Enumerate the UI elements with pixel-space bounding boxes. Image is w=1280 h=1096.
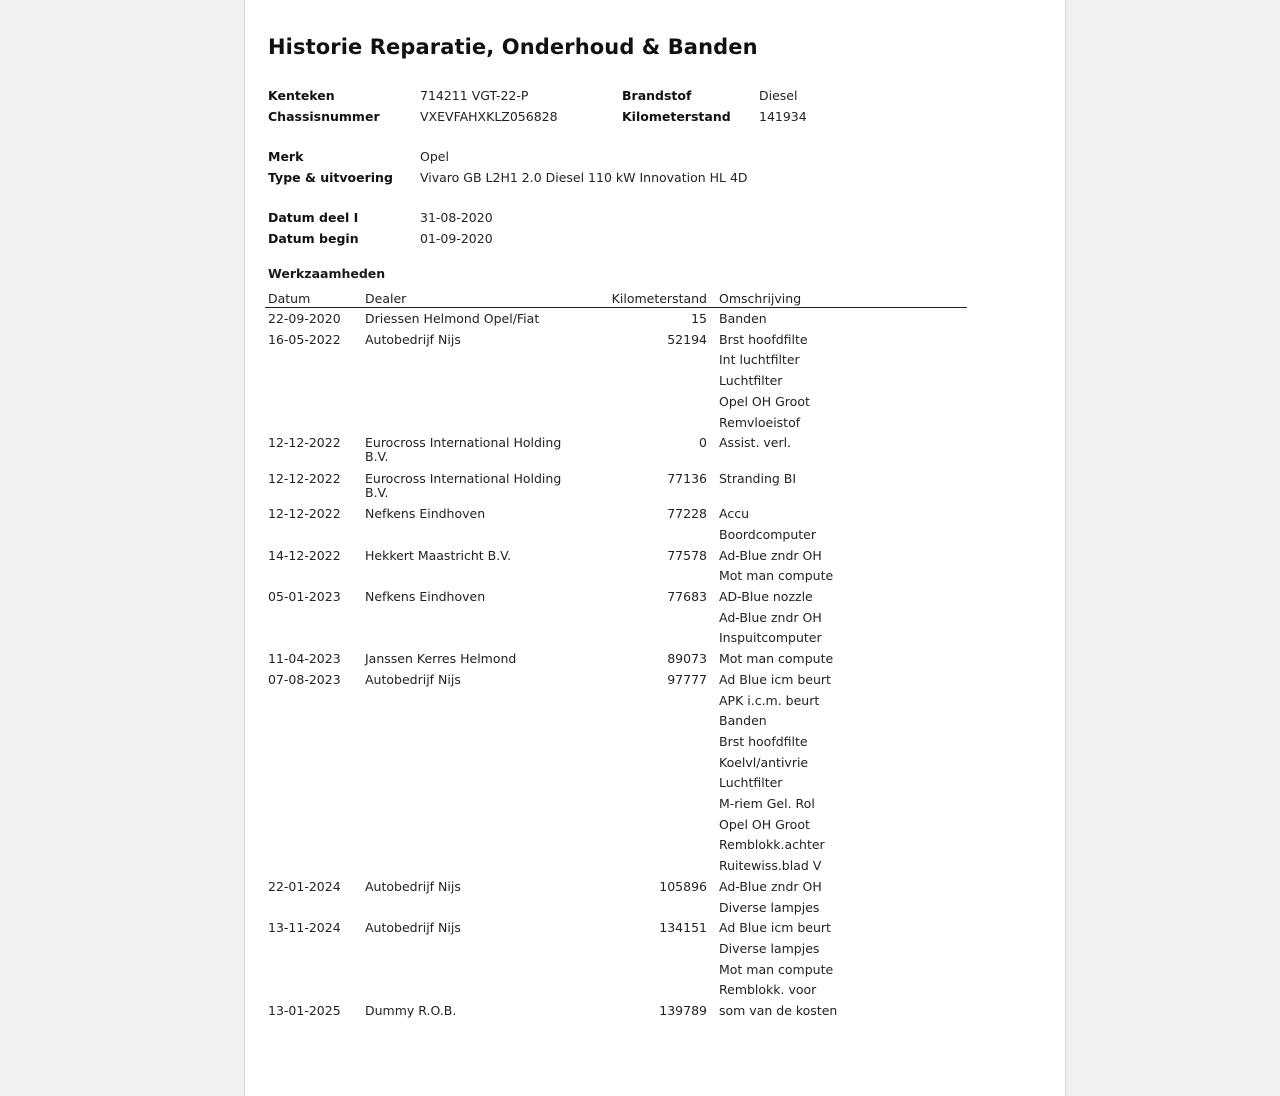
- row-datum: 12-12-2022: [268, 470, 341, 486]
- header-dealer: Dealer: [365, 291, 407, 306]
- row-kilometerstand: 77578: [667, 547, 707, 563]
- row-omschrijving-item: Int luchtfilter: [719, 352, 800, 368]
- row-omschrijving-item: Diverse lampjes: [719, 899, 820, 915]
- type-value: Vivaro GB L2H1 2.0 Diesel 110 kW Innovation HL 4D: [420, 170, 748, 185]
- row-omschrijving-item: Mot man compute: [719, 961, 834, 977]
- row-omschrijving-item: Brst hoofdfilte: [719, 331, 808, 347]
- row-dealer: Janssen Kerres Helmond: [365, 651, 517, 667]
- row-omschrijving-item: Banden: [719, 311, 767, 326]
- row-kilometerstand: 77228: [667, 506, 707, 522]
- row-omschrijving-item: Mot man compute: [719, 651, 834, 667]
- row-datum: 07-08-2023: [268, 671, 341, 687]
- row-dealer: Autobedrijf Nijs: [365, 671, 461, 687]
- row-omschrijving-item: Ad Blue icm beurt: [719, 671, 831, 687]
- row-omschrijving-item: Remblokk. voor: [719, 982, 817, 998]
- werkzaamheden-title: Werkzaamheden: [268, 266, 386, 281]
- type-label: Type & uitvoering: [268, 170, 393, 185]
- row-kilometerstand: 134151: [659, 920, 707, 936]
- row-omschrijving-item: Diverse lampjes: [719, 940, 820, 956]
- row-dealer: Eurocross International Holding B.V.: [365, 435, 562, 465]
- merk-label: Merk: [268, 149, 304, 164]
- row-kilometerstand: 52194: [667, 331, 707, 347]
- row-omschrijving-item: AD-Blue nozzle: [719, 589, 813, 604]
- row-datum: 22-01-2024: [268, 878, 341, 894]
- row-kilometerstand: 77136: [667, 470, 707, 486]
- header-datum: Datum: [268, 291, 311, 306]
- row-omschrijving-item: Ad-Blue zndr OH: [719, 547, 822, 563]
- chassis-label: Chassisnummer: [268, 109, 380, 124]
- datum-begin-label: Datum begin: [268, 231, 359, 246]
- row-dealer: Autobedrijf Nijs: [365, 878, 461, 894]
- row-omschrijving-item: Ruitewiss.blad V: [719, 858, 822, 874]
- header-kilometerstand: Kilometerstand: [611, 291, 707, 306]
- row-datum: 16-05-2022: [268, 331, 341, 347]
- datum-deel-label: Datum deel I: [268, 210, 359, 225]
- row-omschrijving-item: Opel OH Groot: [719, 393, 810, 409]
- datum-begin-value: 01-09-2020: [420, 231, 493, 246]
- row-omschrijving-item: Assist. verl.: [719, 435, 792, 451]
- row-dealer: Nefkens Eindhoven: [365, 589, 486, 604]
- row-dealer: Nefkens Eindhoven: [365, 506, 486, 522]
- row-datum: 13-01-2025: [268, 1003, 341, 1018]
- row-kilometerstand: 15: [691, 311, 707, 326]
- row-omschrijving-item: Luchtfilter: [719, 775, 783, 791]
- row-kilometerstand: 0: [699, 435, 707, 451]
- row-omschrijving-item: APK i.c.m. beurt: [719, 692, 820, 708]
- row-omschrijving-item: M-riem Gel. Rol: [719, 796, 815, 811]
- header-omschrijving: Omschrijving: [719, 291, 802, 306]
- row-datum: 14-12-2022: [268, 547, 341, 563]
- row-kilometerstand: 105896: [659, 878, 707, 894]
- row-datum: 22-09-2020: [268, 311, 341, 326]
- row-datum: 12-12-2022: [268, 506, 341, 522]
- kilometerstand-label: Kilometerstand: [622, 109, 731, 124]
- row-kilometerstand: 89073: [667, 651, 707, 667]
- row-kilometerstand: 139789: [659, 1003, 707, 1018]
- brandstof-value: Diesel: [759, 88, 798, 103]
- page-title: Historie Reparatie, Onderhoud & Banden: [268, 35, 758, 59]
- row-omschrijving-item: Ad Blue icm beurt: [719, 920, 831, 936]
- row-omschrijving-item: Luchtfilter: [719, 373, 783, 389]
- row-datum: 05-01-2023: [268, 589, 341, 604]
- row-omschrijving-item: Mot man compute: [719, 568, 834, 584]
- chassis-value: VXEVFAHXKLZ056828: [420, 109, 558, 124]
- row-datum: 13-11-2024: [268, 920, 341, 936]
- row-omschrijving-item: Remblokk.achter: [719, 837, 825, 853]
- row-datum: 12-12-2022: [268, 435, 341, 451]
- row-kilometerstand: 97777: [667, 671, 707, 687]
- row-omschrijving-item: Banden: [719, 713, 767, 729]
- row-dealer: Autobedrijf Nijs: [365, 331, 461, 347]
- kenteken-label: Kenteken: [268, 88, 335, 103]
- row-kilometerstand: 77683: [667, 589, 707, 604]
- row-omschrijving-item: Opel OH Groot: [719, 816, 810, 832]
- row-dealer: Hekkert Maastricht B.V.: [365, 547, 512, 563]
- datum-deel-value: 31-08-2020: [420, 210, 493, 225]
- row-dealer: Driessen Helmond Opel/Fiat: [365, 311, 540, 326]
- row-dealer: Dummy R.O.B.: [365, 1003, 457, 1018]
- row-datum: 11-04-2023: [268, 651, 341, 667]
- row-omschrijving-item: Accu: [719, 506, 749, 522]
- row-omschrijving-item: Koelvl/antivrie: [719, 754, 809, 770]
- row-omschrijving-item: Boordcomputer: [719, 526, 817, 542]
- row-dealer: Eurocross International Holding B.V.: [365, 470, 562, 500]
- row-omschrijving-item: Stranding BI: [719, 470, 797, 486]
- brandstof-label: Brandstof: [622, 88, 692, 103]
- row-omschrijving-item: Brst hoofdfilte: [719, 733, 808, 749]
- row-dealer: Autobedrijf Nijs: [365, 920, 461, 936]
- kilometerstand-value: 141934: [759, 109, 807, 124]
- header-divider: [265, 307, 967, 308]
- row-omschrijving-item: Ad-Blue zndr OH: [719, 878, 822, 894]
- row-omschrijving-item: som van de kosten: [719, 1003, 838, 1018]
- document-page: [244, 0, 1066, 1096]
- row-omschrijving-item: Remvloeistof: [719, 414, 801, 430]
- kenteken-value: 714211 VGT-22-P: [420, 88, 529, 103]
- row-omschrijving-item: Ad-Blue zndr OH: [719, 609, 822, 625]
- row-omschrijving-item: Inspuitcomputer: [719, 630, 822, 646]
- merk-value: Opel: [420, 149, 449, 164]
